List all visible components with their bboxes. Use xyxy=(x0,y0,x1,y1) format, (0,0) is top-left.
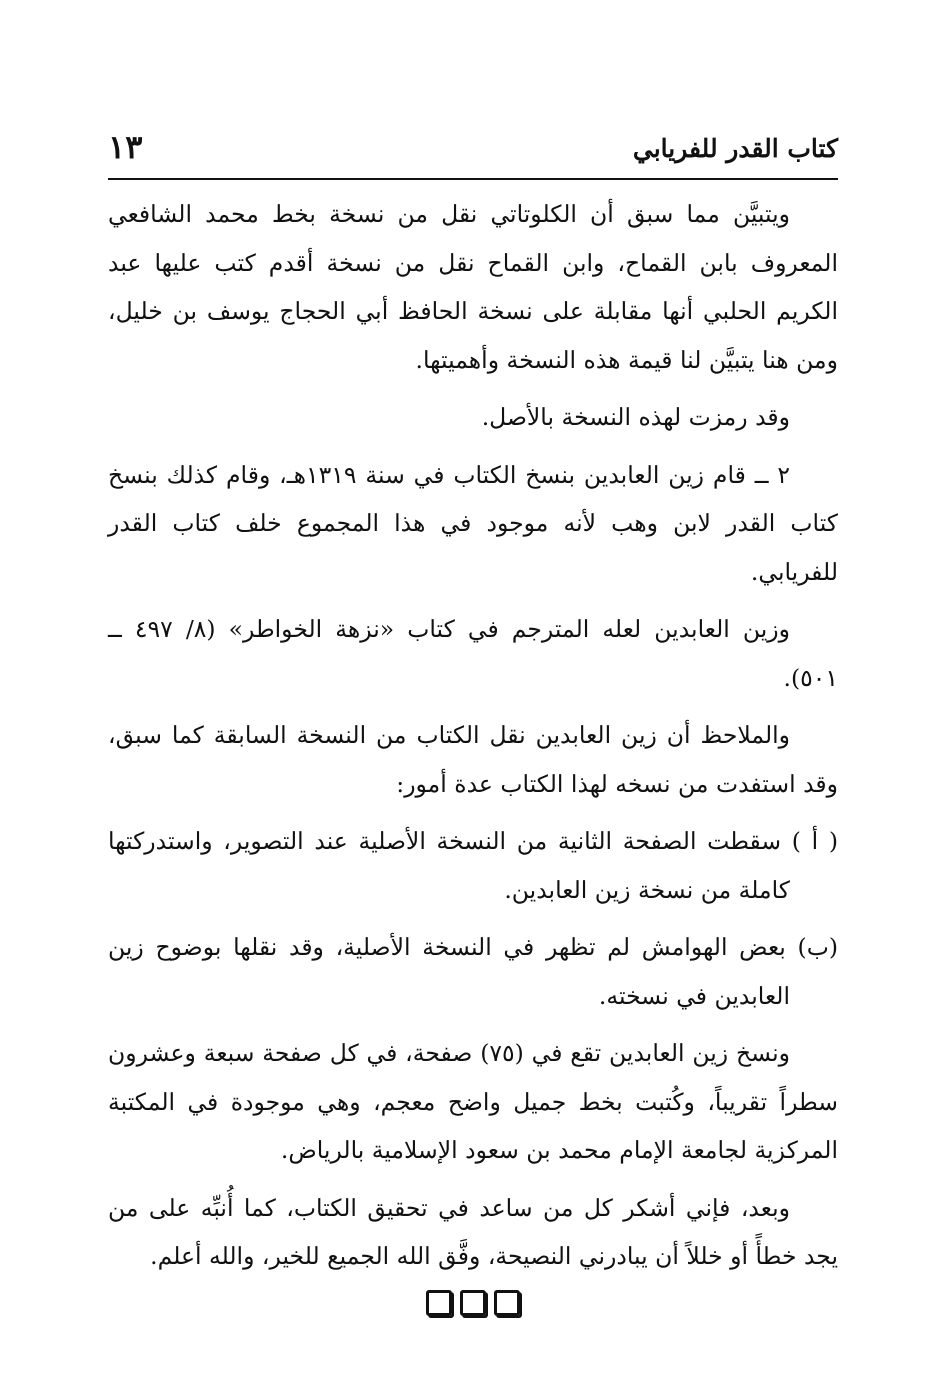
paragraph-symbol-note: وقد رمزت لهذه النسخة بالأصل. xyxy=(481,403,790,431)
paragraph-benefits-intro: والملاحظ أن زين العابدين نقل الكتاب من النسخة السابقة كما سبق، وقد استفدت من نسخه لهذا الكتاب عدة أمور: xyxy=(108,721,838,798)
list-item-b: (ب) بعض الهوامش لم تظهر في النسخة الأصلية، وقد نقلها بوضوح زين العابدين في نسخته. xyxy=(108,933,838,1010)
page-body xyxy=(108,190,838,1316)
paragraph-acknowledgement: وبعد، فإني أشكر كل من ساعد في تحقيق الكتاب، كما أُنبِّه على من يجد خطأً أو خللاً أن يبادرني النصيحة، وفَّق الله الجميع للخير، والله أعلم. xyxy=(108,1193,838,1270)
ornament-square-icon xyxy=(426,1290,452,1316)
paragraph-copy-lineage: ويتبيَّن مما سبق أن الكلوتاتي نقل من نسخة بخط محمد الشافعي المعروف بابن القماح، وابن القماح نقل من نسخة أقدم كتب عليها عبد الكريم الحلبي أنها مقابلة على نسخة الحافظ أبي الحجاج يوسف بن خليل، ومن هنا يتبيَّن لنا قيمة هذه النسخة وأهميتها. xyxy=(108,200,838,374)
ornament-square-icon xyxy=(494,1290,520,1316)
ornament-square-icon xyxy=(460,1290,486,1316)
paragraph-copyist-bio: وزين العابدين لعله المترجم في كتاب «نزهة الخواطر» (٨/ ٤٩٧ ــ ٥٠١). xyxy=(108,615,838,692)
page-number: ١٣ xyxy=(108,128,143,166)
list-item-a: ( أ ) سقطت الصفحة الثانية من النسخة الأصلية عند التصوير، واستدركتها كاملة من نسخة زين العابدين. xyxy=(108,827,838,904)
page-header xyxy=(108,128,838,180)
running-title: كتاب القدر للفريابي xyxy=(632,134,838,163)
end-ornament-icon xyxy=(108,1290,838,1316)
paragraph-second-copy: ٢ ــ قام زين العابدين بنسخ الكتاب في سنة ١٣١٩هـ، وقام كذلك بنسخ كتاب القدر لابن وهب لأنه موجود في هذا المجموع خلف كتاب القدر للفريابي. xyxy=(108,460,838,586)
paragraph-manuscript-description: ونسخ زين العابدين تقع في (٧٥) صفحة، في كل صفحة سبعة وعشرون سطراً تقريباً، وكُتبت بخط جميل واضح معجم، وهي موجودة في المكتبة المركزية لجامعة الإمام محمد بن سعود الإسلامية بالرياض. xyxy=(108,1039,838,1164)
